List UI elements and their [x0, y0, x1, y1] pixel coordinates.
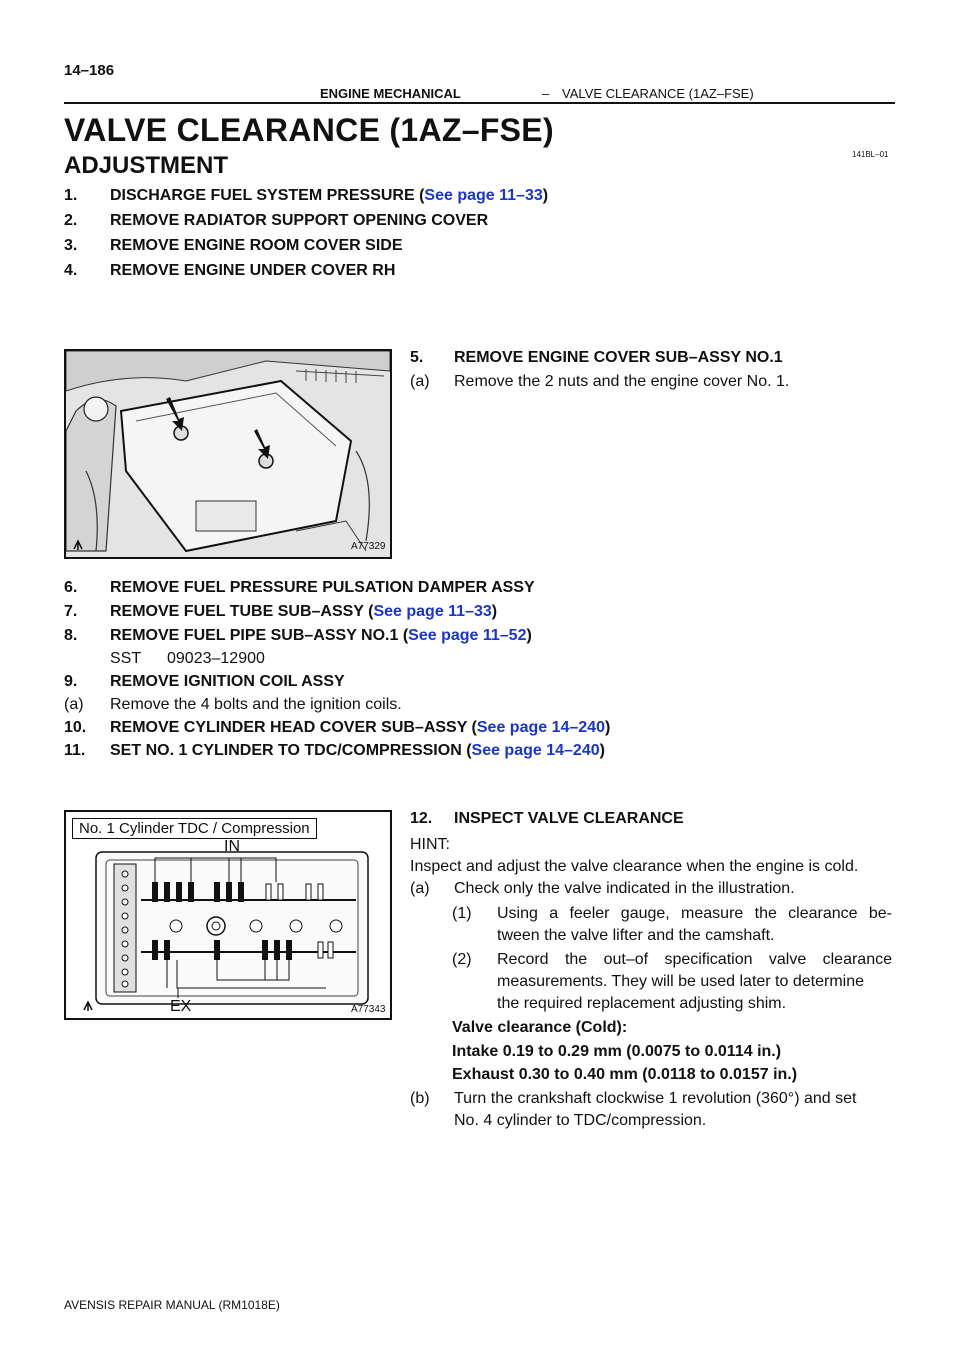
see-page-link[interactable]: See page 11–33 [373, 603, 492, 620]
spec-exhaust: Exhaust 0.30 to 0.40 mm (0.0118 to 0.0157 in.) [452, 1066, 798, 1083]
step-8: 8. REMOVE FUEL PIPE SUB–ASSY NO.1 (See page 11–52) [64, 627, 532, 644]
valve-clearance-figure [64, 810, 392, 1020]
hint-text: Inspect and adjust the valve clearance when the engine is cold. [410, 858, 859, 875]
header-separator: – [542, 86, 550, 101]
running-header [64, 84, 895, 104]
engine-cover-illustration [66, 351, 390, 557]
figure-caption: No. 1 Cylinder TDC / Compression [72, 818, 317, 839]
engine-cover-figure [64, 349, 392, 559]
see-page-link[interactable]: See page 11–33 [424, 187, 543, 204]
step-12a: (a) Check only the valve indicated in the illustration. [410, 880, 795, 897]
see-page-link[interactable]: See page 14–240 [476, 719, 605, 736]
header-subsection: VALVE CLEARANCE (1AZ–FSE) [562, 86, 754, 101]
figure-code: A77343 [351, 1004, 386, 1015]
spec-title: Valve clearance (Cold): [452, 1019, 628, 1036]
section-heading: ADJUSTMENT [64, 152, 229, 179]
exhaust-label: EX [170, 998, 192, 1015]
step-2: 2. REMOVE RADIATOR SUPPORT OPENING COVER [64, 212, 489, 229]
step-1: 1. DISCHARGE FUEL SYSTEM PRESSURE (See page 11–33) [64, 187, 549, 204]
step-12b: (b) Turn the crankshaft clockwise 1 revolution (360°) and set No. 4 cylinder to TDC/compression. [410, 1090, 857, 1129]
step-5a: (a) Remove the 2 nuts and the engine cover No. 1. [410, 373, 790, 390]
sst-value: 09023–12900 [167, 650, 265, 667]
footer: AVENSIS REPAIR MANUAL (RM1018E) [64, 1298, 280, 1312]
step-3: 3. REMOVE ENGINE ROOM COVER SIDE [64, 237, 403, 254]
page-number: 14–186 [64, 62, 115, 79]
step-7: 7. REMOVE FUEL TUBE SUB–ASSY (See page 11–33) [64, 603, 498, 620]
sst-line [110, 650, 510, 670]
see-page-link[interactable]: See page 11–52 [408, 627, 527, 644]
step-9: 9. REMOVE IGNITION COIL ASSY [64, 673, 345, 690]
step-4: 4. REMOVE ENGINE UNDER COVER RH [64, 262, 396, 279]
intake-label: IN [224, 838, 240, 855]
figure-code: A77329 [351, 541, 386, 552]
step-12: 12. INSPECT VALVE CLEARANCE [410, 810, 684, 827]
step-11: 11. SET NO. 1 CYLINDER TO TDC/COMPRESSION (See page 14–240) [64, 742, 605, 759]
hint-label: HINT: [410, 836, 450, 853]
step-12a-1: (1) Using a feeler gauge, measure the clearance be- tween the valve lifter and the camshaft. [452, 905, 892, 944]
header-section: ENGINE MECHANICAL [320, 86, 461, 101]
step-9a: (a) Remove the 4 bolts and the ignition coils. [64, 696, 402, 713]
sst-label: SST [110, 650, 142, 667]
step-12a-2: (2) Record the out–of specification valve clearance measurements. They will be used later to determine the required replacement adjusting shim. [452, 951, 892, 1012]
step-6: 6. REMOVE FUEL PRESSURE PULSATION DAMPER ASSY [64, 579, 535, 596]
doc-code: 141BL–01 [852, 150, 889, 159]
see-page-link[interactable]: See page 14–240 [471, 742, 600, 759]
page-title: VALVE CLEARANCE (1AZ–FSE) [64, 112, 554, 148]
step-5: 5. REMOVE ENGINE COVER SUB–ASSY NO.1 [410, 349, 783, 366]
step-10: 10. REMOVE CYLINDER HEAD COVER SUB–ASSY (See page 14–240) [64, 719, 611, 736]
spec-intake: Intake 0.19 to 0.29 mm (0.0075 to 0.0114 in.) [452, 1043, 782, 1060]
